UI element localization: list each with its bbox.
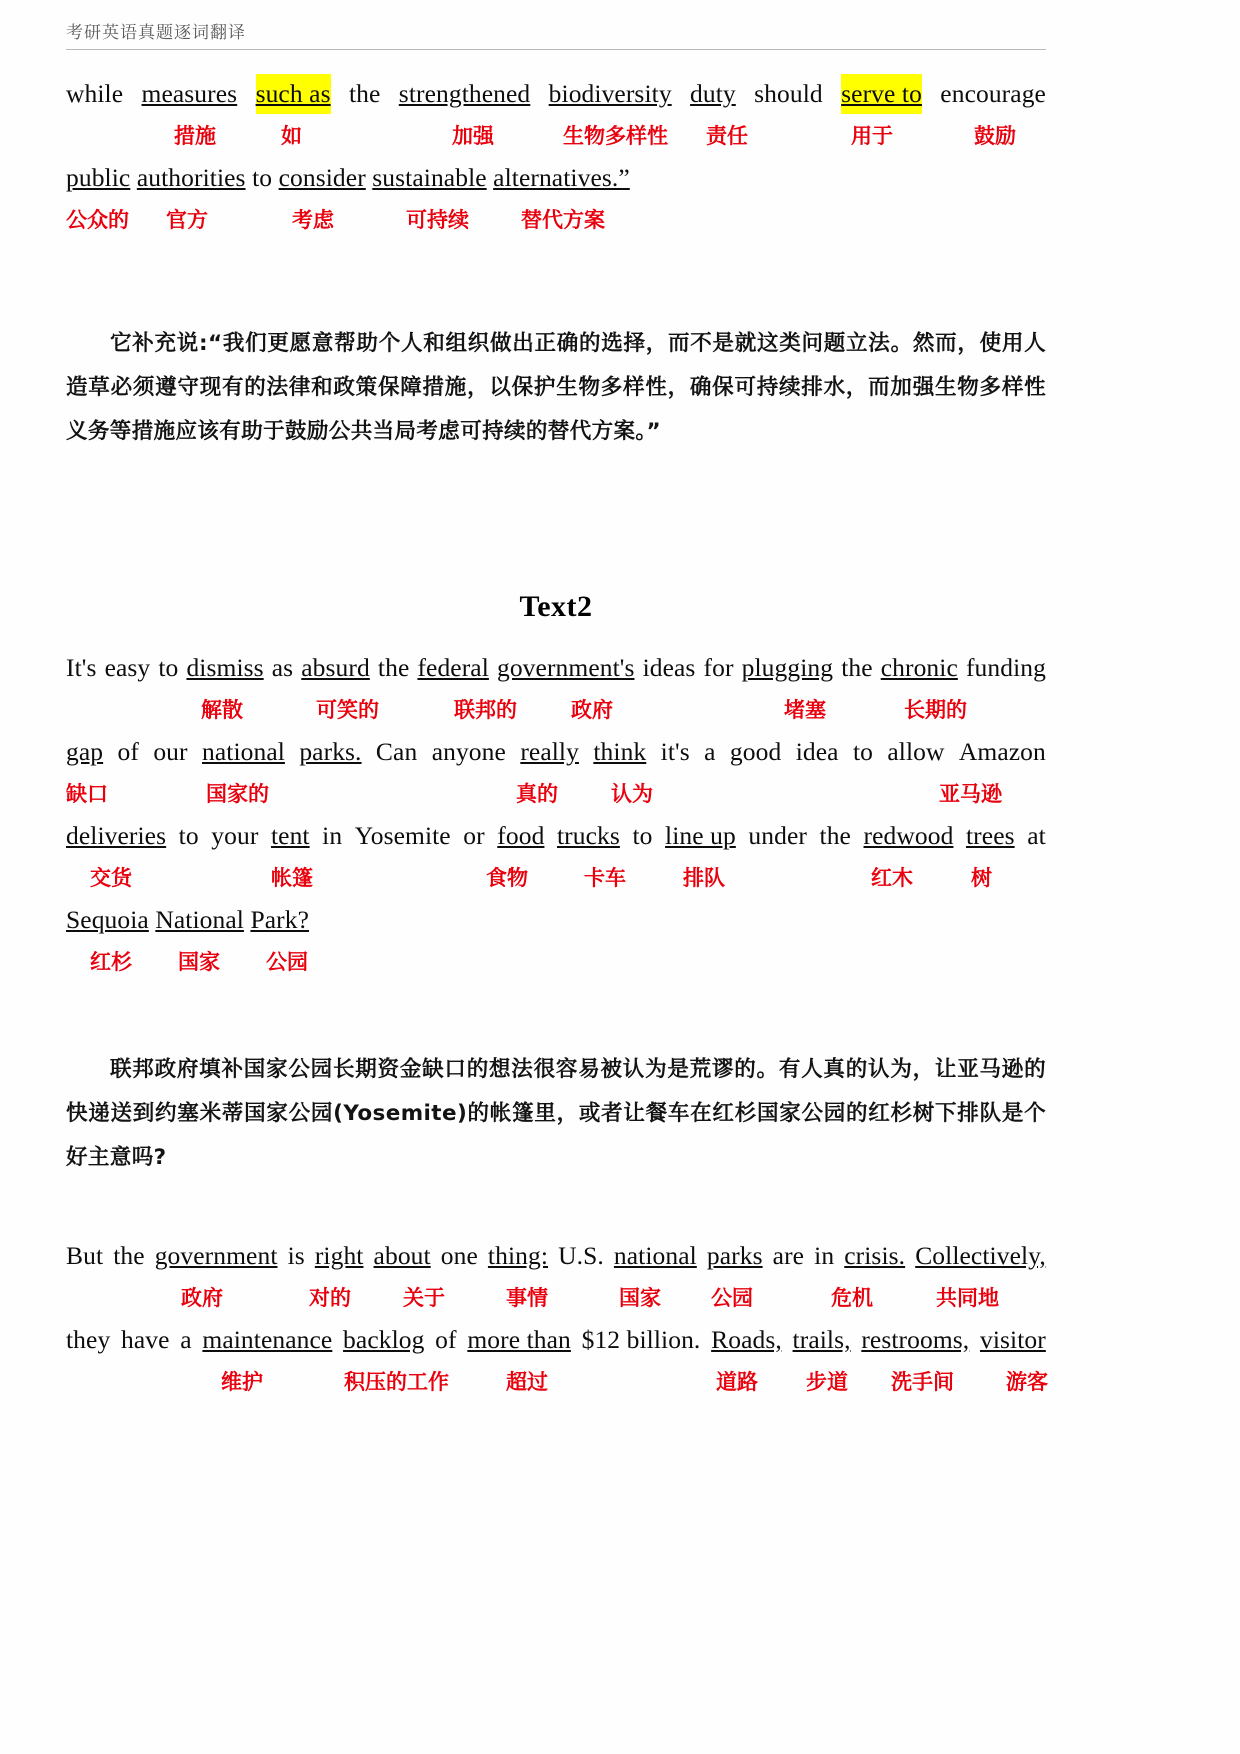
english-word: duty	[690, 79, 736, 108]
english-word: of	[117, 737, 139, 766]
english-word: visitor	[979, 1325, 1046, 1354]
english-word: plugging	[741, 653, 834, 682]
english-word: trucks	[556, 821, 620, 850]
gloss-word: 交货	[90, 866, 132, 890]
header-divider	[66, 49, 1046, 50]
english-word: U.S.	[558, 1241, 604, 1270]
gloss-word: 共同地	[936, 1286, 999, 1310]
english-word: measures	[141, 79, 238, 108]
english-word: Amazon	[958, 737, 1046, 766]
gloss-word: 公园	[711, 1286, 753, 1310]
english-word: to	[178, 821, 199, 850]
english-word: funding	[965, 653, 1046, 682]
gloss-word: 用于	[851, 124, 893, 148]
gloss-word: 替代方案	[521, 208, 605, 232]
document-content	[66, 74, 1046, 1404]
english-line	[66, 1320, 1046, 1360]
gloss-word: 解散	[201, 698, 243, 722]
english-word: federal	[417, 653, 489, 682]
gloss-word: 可持续	[406, 208, 469, 232]
english-word: National	[155, 905, 244, 934]
gloss-word: 事情	[506, 1286, 548, 1310]
english-word: gap	[66, 737, 104, 766]
english-word: have	[121, 1325, 170, 1354]
gloss-word: 红木	[871, 866, 913, 890]
spacer	[66, 624, 1046, 648]
chinese-gloss-line	[66, 856, 1046, 900]
english-word: at	[1027, 821, 1046, 850]
gloss-word: 如	[281, 124, 302, 148]
english-word: the	[841, 653, 873, 682]
gloss-block-t2-l6	[66, 1320, 1046, 1404]
gloss-word: 生物多样性	[563, 124, 668, 148]
english-word: redwood	[863, 821, 954, 850]
english-word: dismiss	[186, 653, 264, 682]
english-word: alternatives.”	[493, 163, 630, 192]
english-word: think	[593, 737, 647, 766]
gloss-word: 可笑的	[316, 698, 379, 722]
gloss-word: 国家	[619, 1286, 661, 1310]
gloss-block-t2-l3	[66, 816, 1046, 900]
english-word: our	[153, 737, 188, 766]
english-word: deliveries	[66, 821, 167, 850]
gloss-word: 公众的	[66, 208, 129, 232]
spacer	[66, 242, 1046, 322]
gloss-block-t1-l1	[66, 74, 1046, 158]
gloss-word: 国家	[178, 950, 220, 974]
gloss-word: 步道	[806, 1370, 848, 1394]
gloss-word: 排队	[683, 866, 725, 890]
english-word: they	[66, 1325, 111, 1354]
english-word: tent	[270, 821, 310, 850]
english-word: national	[613, 1241, 697, 1270]
chinese-gloss-line	[66, 1276, 1046, 1320]
spacer	[66, 550, 1046, 590]
english-word: one	[440, 1241, 478, 1270]
english-word: while	[66, 79, 124, 108]
english-word: it's	[660, 737, 690, 766]
english-word: ideas	[642, 653, 696, 682]
gloss-word: 政府	[571, 698, 613, 722]
english-word: backlog	[343, 1325, 425, 1354]
english-word: Sequoia	[66, 905, 149, 934]
english-line	[66, 900, 1046, 940]
gloss-block-t2-l1	[66, 648, 1046, 732]
english-word: chronic	[880, 653, 958, 682]
english-word: more than	[467, 1325, 571, 1354]
gloss-word: 树	[971, 866, 992, 890]
english-word: the	[377, 653, 410, 682]
english-word: parks	[706, 1241, 763, 1270]
gloss-word: 红杉	[90, 950, 132, 974]
gloss-word: 卡车	[584, 866, 626, 890]
english-word: trails,	[792, 1325, 851, 1354]
english-line	[66, 1236, 1046, 1276]
gloss-word: 道路	[716, 1370, 758, 1394]
gloss-word: 维护	[221, 1370, 263, 1394]
english-word: Roads,	[711, 1325, 782, 1354]
section-heading-text2: Text2	[519, 590, 593, 623]
chinese-gloss-line	[66, 688, 1046, 732]
gloss-word: 加强	[452, 124, 494, 148]
gloss-word: 鼓励	[974, 124, 1016, 148]
english-word: a	[704, 737, 716, 766]
gloss-word: 游客	[1006, 1370, 1048, 1394]
english-word: right	[314, 1241, 364, 1270]
gloss-block-t2-l2	[66, 732, 1046, 816]
english-word: in	[322, 821, 343, 850]
english-word: government	[154, 1241, 278, 1270]
gloss-word: 食物	[486, 866, 528, 890]
english-word: line up	[665, 821, 736, 850]
english-word: to	[252, 163, 273, 192]
chinese-gloss-line	[66, 772, 1046, 816]
english-word: trees	[966, 821, 1015, 850]
english-word: easy	[104, 653, 151, 682]
english-word: But	[66, 1241, 104, 1270]
english-word: such as	[256, 74, 331, 114]
english-line	[66, 732, 1046, 772]
gloss-word: 亚马逊	[939, 782, 1002, 806]
english-word: public	[66, 163, 131, 192]
gloss-word: 公园	[266, 950, 308, 974]
gloss-word: 考虑	[292, 208, 334, 232]
chinese-translation-paragraph-2: 联邦政府填补国家公园长期资金缺口的想法很容易被认为是荒谬的。有人真的认为，让亚马逊的快递送到约塞米蒂国家公园(Yosemite)的帐篷里，或者让餐车在红杉国家公园的红杉树下排队是个好主意吗?	[66, 1057, 1046, 1170]
english-line	[66, 74, 1046, 114]
english-word: food	[497, 821, 545, 850]
english-word: as	[271, 653, 294, 682]
chinese-gloss-line	[66, 1360, 1046, 1404]
gloss-word: 国家的	[206, 782, 269, 806]
english-word: of	[435, 1325, 457, 1354]
english-word: thing:	[487, 1241, 549, 1270]
english-word: for	[703, 653, 734, 682]
english-word: allow	[887, 737, 945, 766]
english-word: or	[463, 821, 485, 850]
gloss-block-t2-l5	[66, 1236, 1046, 1320]
gloss-word: 关于	[403, 1286, 445, 1310]
english-word: anyone	[431, 737, 506, 766]
gloss-word: 联邦的	[454, 698, 517, 722]
english-word: authorities	[136, 163, 246, 192]
english-word: your	[211, 821, 259, 850]
chinese-gloss-line	[66, 114, 1046, 158]
gloss-word: 堵塞	[784, 698, 826, 722]
english-word: absurd	[301, 653, 370, 682]
gloss-word: 缺口	[66, 782, 108, 806]
english-word: about	[373, 1241, 431, 1270]
gloss-word: 官方	[166, 208, 208, 232]
english-word: is	[287, 1241, 305, 1270]
english-line	[66, 158, 1046, 198]
spacer	[66, 984, 1046, 1048]
english-word: are	[772, 1241, 805, 1270]
english-word: to	[632, 821, 653, 850]
chinese-gloss-line	[66, 940, 1046, 984]
spacer	[66, 1180, 1046, 1236]
english-word: really	[520, 737, 579, 766]
english-word: the	[348, 79, 381, 108]
english-word: good	[729, 737, 782, 766]
chinese-translation-paragraph-1: 它补充说:“我们更愿意帮助个人和组织做出正确的选择，而不是就这类问题立法。然而，使用人造草必须遵守现有的法律和政策保障措施，以保护生物多样性，确保可持续排水，而加强生物多样性义务等措施应该有助于鼓励公共当局考虑可持续的替代方案。”	[66, 331, 1046, 444]
english-word: parks.	[299, 737, 362, 766]
english-word: Collectively,	[915, 1241, 1046, 1270]
spacer	[66, 454, 1046, 550]
english-word: government's	[496, 653, 635, 682]
gloss-block-t1-l2	[66, 158, 1046, 242]
english-word: Park?	[250, 905, 309, 934]
english-word: $12 billion.	[581, 1325, 701, 1354]
gloss-word: 措施	[174, 124, 216, 148]
gloss-block-t2-l4	[66, 900, 1046, 984]
english-word: It's	[66, 653, 97, 682]
english-word: encourage	[940, 79, 1046, 108]
english-word: in	[814, 1241, 835, 1270]
page-header	[66, 18, 1046, 50]
english-word: under	[748, 821, 807, 850]
gloss-word: 对的	[309, 1286, 351, 1310]
english-word: crisis.	[844, 1241, 906, 1270]
gloss-word: 帐篷	[271, 866, 313, 890]
gloss-word: 超过	[506, 1370, 548, 1394]
chinese-gloss-line	[66, 198, 1046, 242]
english-word: the	[113, 1241, 145, 1270]
english-word: to	[158, 653, 179, 682]
english-word: serve to	[841, 74, 922, 114]
header-title: 考研英语真题逐词翻译	[66, 23, 246, 42]
english-word: restrooms,	[861, 1325, 970, 1354]
gloss-word: 洗手间	[891, 1370, 954, 1394]
gloss-word: 政府	[181, 1286, 223, 1310]
english-word: sustainable	[372, 163, 487, 192]
english-word: biodiversity	[548, 79, 672, 108]
english-word: idea	[795, 737, 839, 766]
gloss-word: 积压的工作	[344, 1370, 449, 1394]
english-word: national	[202, 737, 285, 766]
english-word: Can	[375, 737, 418, 766]
english-word: maintenance	[202, 1325, 333, 1354]
gloss-word: 责任	[706, 124, 748, 148]
english-word: a	[180, 1325, 192, 1354]
gloss-word: 长期的	[904, 698, 967, 722]
english-word: Yosemite	[354, 821, 451, 850]
gloss-word: 认为	[611, 782, 653, 806]
english-line	[66, 816, 1046, 856]
english-word: to	[852, 737, 873, 766]
english-word: consider	[278, 163, 366, 192]
gloss-word: 危机	[831, 1286, 873, 1310]
gloss-word: 真的	[516, 782, 558, 806]
english-line	[66, 648, 1046, 688]
english-word: strengthened	[398, 79, 531, 108]
english-word: the	[819, 821, 851, 850]
english-word: should	[754, 79, 823, 108]
